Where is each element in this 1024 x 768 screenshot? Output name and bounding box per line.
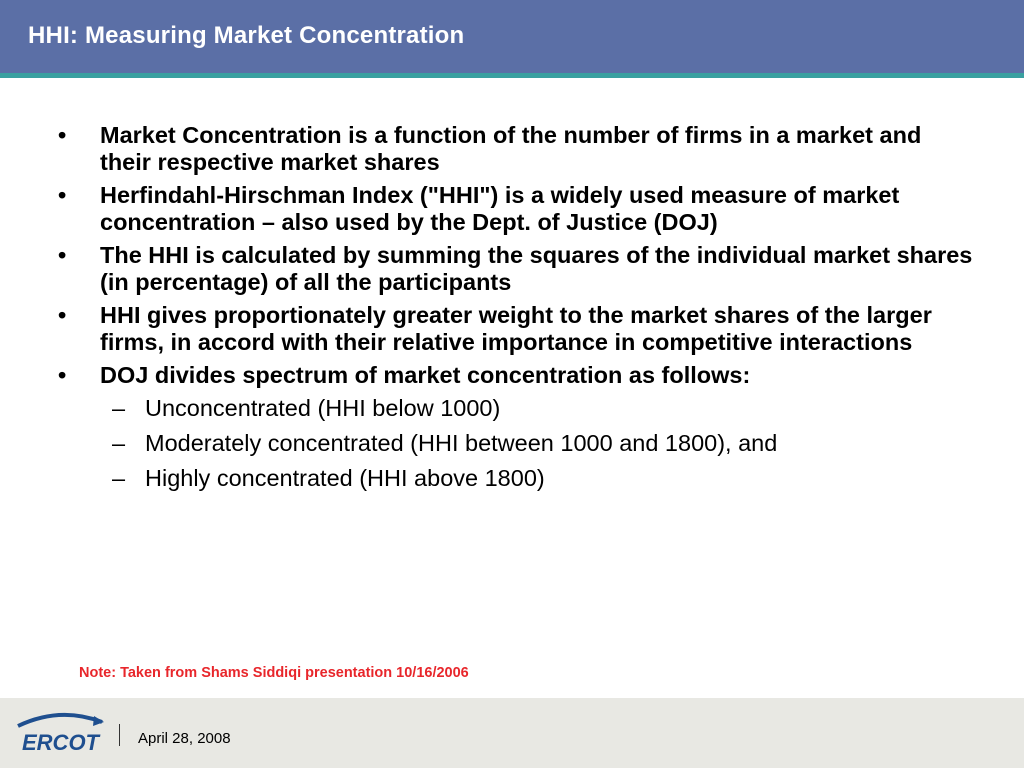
bullet-dot-icon: • [58,242,67,268]
bullet-dot-icon: • [58,122,67,148]
dash-icon: – [112,430,126,456]
ercot-logo-icon [10,708,110,758]
sub-bullet-item [58,430,978,457]
sub-bullet-item [58,465,978,492]
bullet-text: The HHI is calculated by summing the squares of the individual market shares (in percentage) of all the participants [100,242,973,295]
bullet-dot-icon: • [58,362,67,388]
sub-bullet-text: Moderately concentrated (HHI between 1000 and 1800), and [145,430,778,456]
bullet-item [58,122,978,176]
bullet-item [58,242,978,296]
logo-text: ERCOT [22,730,99,755]
dash-icon: – [112,465,126,491]
sub-bullet-text: Unconcentrated (HHI below 1000) [145,395,501,421]
bullet-item [58,302,978,356]
source-note: Note: Taken from Shams Siddiqi presentation 10/16/2006 [79,665,469,681]
slide-title: HHI: Measuring Market Concentration [28,22,465,49]
sub-bullet-text: Highly concentrated (HHI above 1800) [145,465,545,491]
bullet-text: Market Concentration is a function of the number of firms in a market and their respective market shares [100,122,922,175]
bullet-item [58,362,978,389]
bullet-text: Herfindahl-Hirschman Index ("HHI") is a widely used measure of market concentration – also used by the Dept. of Justice (DOJ) [100,182,900,235]
bullet-dot-icon: • [58,302,67,328]
slide-content [58,122,978,500]
title-bar [0,0,1024,73]
title-accent-rule [0,73,1024,78]
bullet-text: HHI gives proportionately greater weight to the market shares of the larger firms, in accord with their relative importance in competitive interactions [100,302,932,355]
sub-bullet-item [58,395,978,422]
slide-footer [0,698,1024,768]
bullet-item [58,182,978,236]
footer-date: April 28, 2008 [138,730,231,747]
bullet-dot-icon: • [58,182,67,208]
footer-divider [119,724,120,746]
dash-icon: – [112,395,126,421]
bullet-text: DOJ divides spectrum of market concentration as follows: [100,362,751,388]
